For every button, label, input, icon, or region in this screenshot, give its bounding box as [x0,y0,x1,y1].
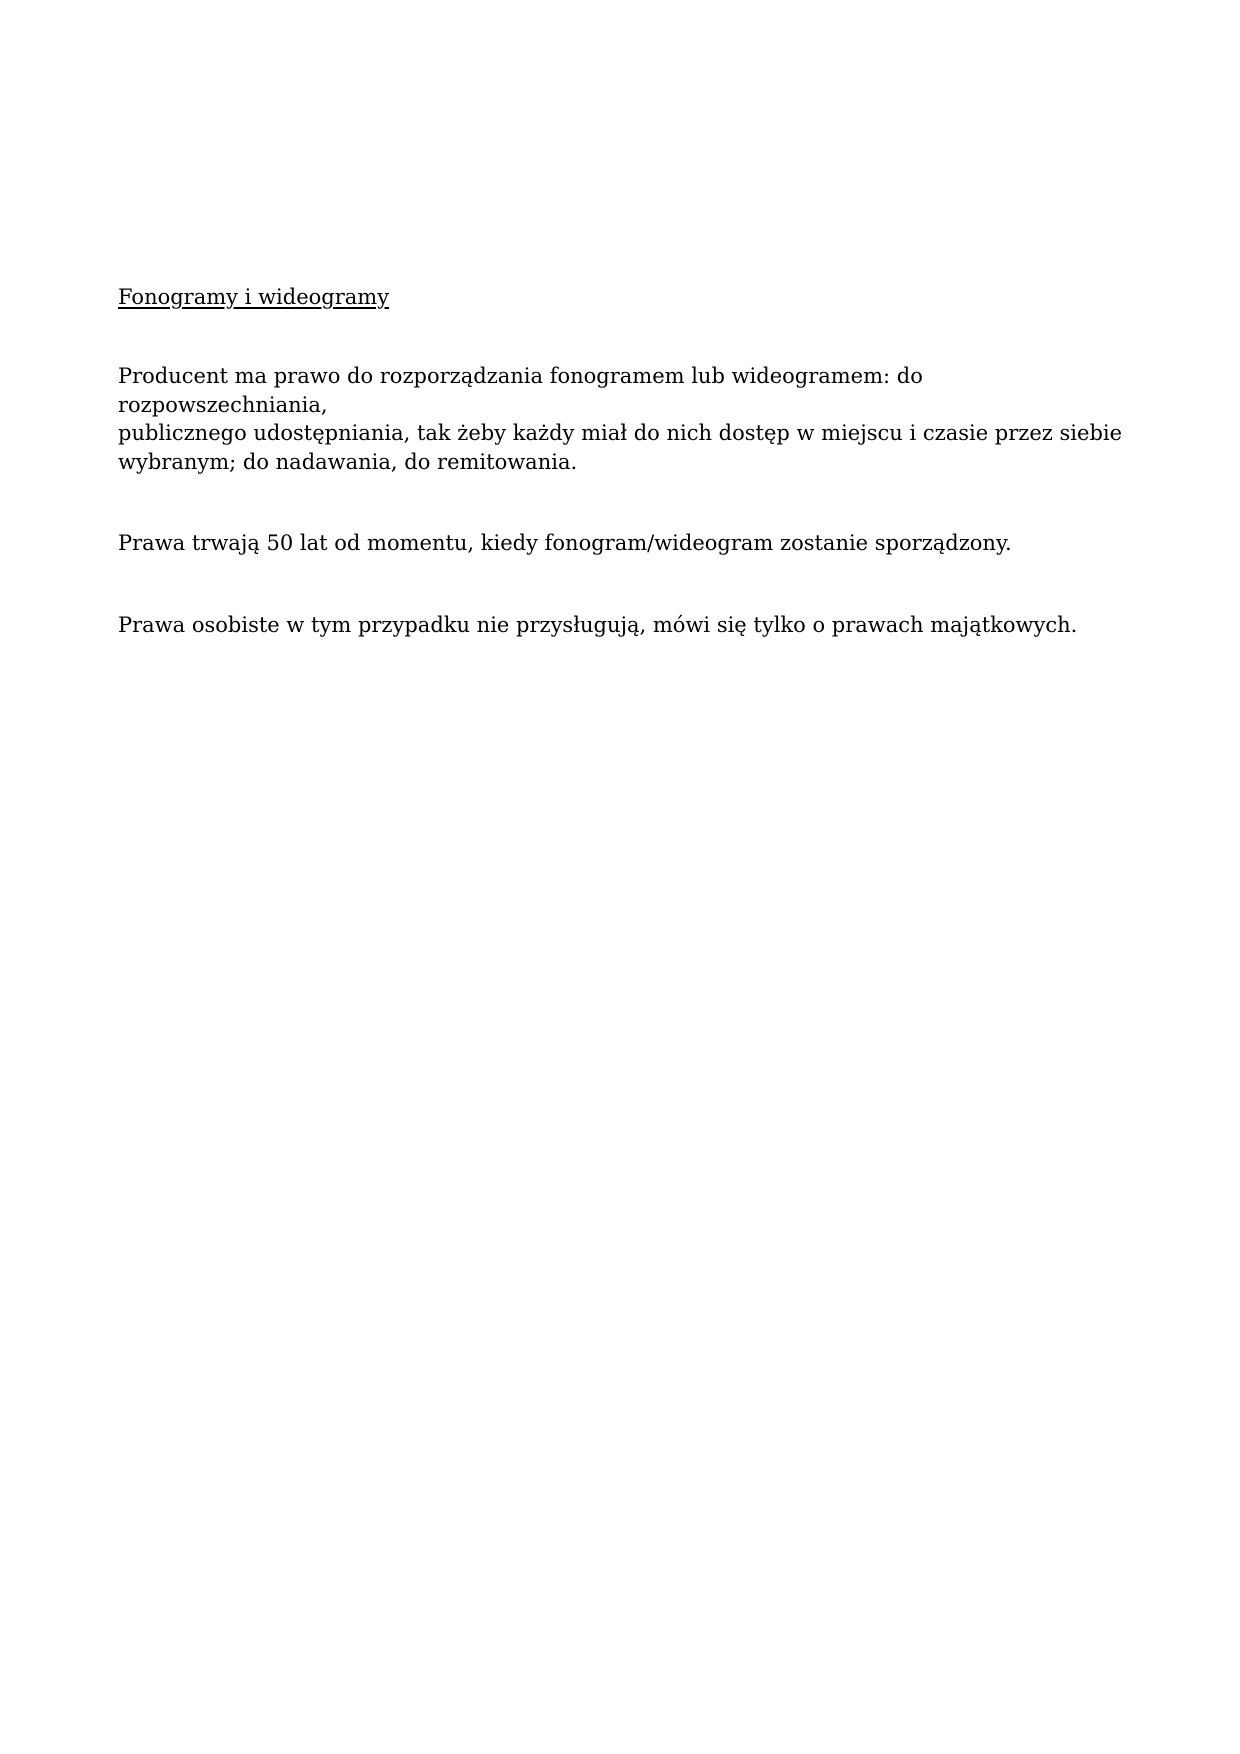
document-title: Fonogramy i wideogramy [118,285,390,309]
paragraph-personal-rights: Prawa osobiste w tym przypadku nie przysługują, mówi się tylko o prawach majątkowych. [118,612,1078,637]
paragraph-rights-duration: Prawa trwają 50 lat od momentu, kiedy fonogram/wideogram zostanie sporządzony. [118,531,1012,555]
paragraph-producer-rights: Producent ma prawo do rozporządzania fonogramem lub wideogramem: do rozpowszechniania, publicznego udostępniania, tak żeby każdy miał do nich dostęp w miejscu i czasie przez siebie wybranym; do nadawania, do remitowania. [118,364,1123,474]
document-body [118,282,1128,639]
